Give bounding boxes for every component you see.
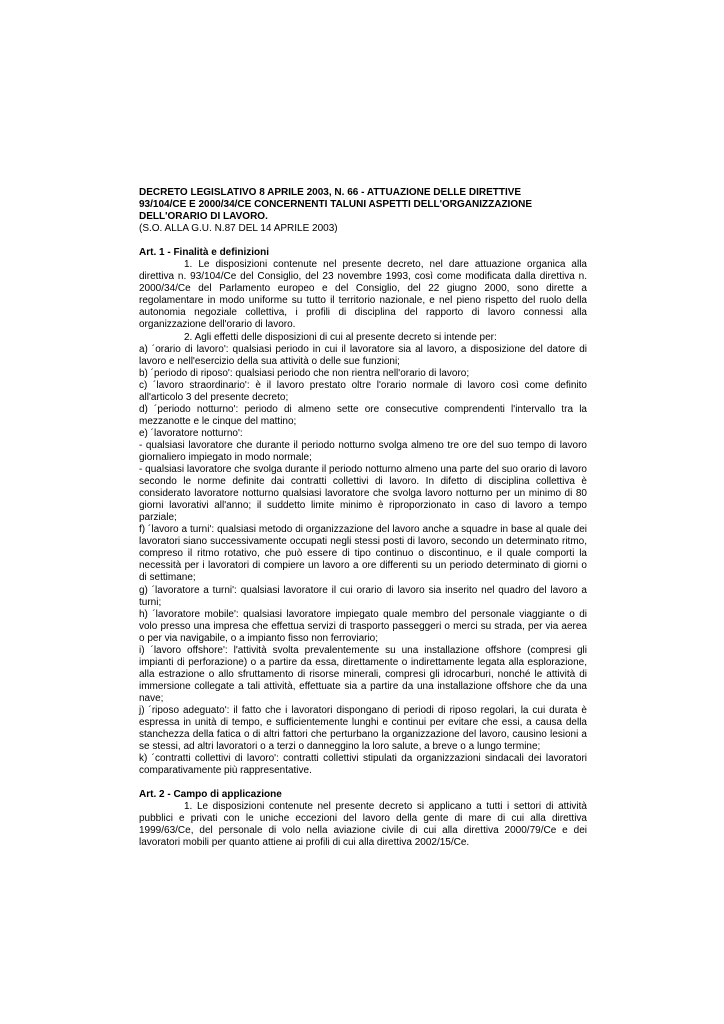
gazette-reference: (S.O. ALLA G.U. N.87 DEL 14 APRILE 2003) [139,223,338,235]
article-1-paragraph-2: 2. Agli effetti delle disposizioni di cui al presente decreto si intende per: [184,331,497,343]
title-line: DECRETO LEGISLATIVO 8 APRILE 2003, N. 66 - ATTUAZIONE DELLE DIRETTIVE [139,187,522,198]
document-page [139,187,587,849]
definition-e: e) ´lavoratore notturno': [139,427,243,439]
definition-e-item-1: - qualsiasi lavoratore che durante il periodo notturno svolga almeno tre ore del suo tempo di lavoro giornaliero impiegato in modo normale; [139,439,587,463]
definition-b: b) ´periodo di riposo': qualsiasi periodo che non rientra nell'orario di lavoro; [139,367,470,379]
article-2-heading: Art. 2 - Campo di applicazione [139,789,282,801]
definition-f: f) ´lavoro a turni': qualsiasi metodo di organizzazione del lavoro anche a squadre in base al quale dei lavoratori siano successivamente occupati negli stessi posti di lavoro, secondo un determinato ritmo, compreso il ritmo rotativo, che può essere di tipo continuo o discontinuo, e il quale comporti la necessità per i lavoratori di compiere un lavoro a ore differenti su un periodo determinato di giorni o di settimane; [139,524,587,584]
article-1-heading: Art. 1 - Finalità e definizioni [139,247,270,259]
title-line: 93/104/CE E 2000/34/CE CONCERNENTI TALUNI ASPETTI DELL'ORGANIZZAZIONE [139,199,533,211]
definition-a: a) ´orario di lavoro': qualsiasi periodo in cui il lavoratore sia al lavoro, a disposizione del datore di lavoro e nell'esercizio della sua attività o delle sue funzioni; [139,343,587,367]
definition-i: i) ´lavoro offshore': l'attività svolta prevalentemente su una installazione offshore (compresi gli impianti di perforazione) o a partire da essa, direttamente o indirettamente legata alla esplorazione, alla estrazione o allo sfruttamento di risorse minerali, compresi gli idrocarburi, nonché le attività di immersione collegate a tali attività, effettuate sia a partire da una installazione offshore che da una nave; [139,644,587,704]
definition-h: h) ´lavoratore mobile': qualsiasi lavoratore impiegato quale membro del personale viaggiante o di volo presso una impresa che effettua servizi di trasporto passeggeri o merci su strada, per via aerea o per via navigabile, o a impianto fisso non ferroviario; [139,608,587,644]
definition-d: d) ´periodo notturno': periodo di almeno sette ore consecutive comprendenti l'intervallo tra la mezzanotte e le cinque del mattino; [139,403,587,427]
title-line: DELL'ORARIO DI LAVORO. [139,211,268,223]
definition-e-item-2: - qualsiasi lavoratore che svolga durante il periodo notturno almeno una parte del suo orario di lavoro secondo le norme definite dai contratti collettivi di lavoro. In difetto di disciplina collettiva è considerato lavoratore notturno qualsiasi lavoratore che svolga lavoro notturno per un minimo di 80 giorni lavorativi all'anno; il suddetto limite minimo è riproporzionato in caso di lavoro a tempo parziale; [139,464,587,524]
article-1-paragraph-1: 1. Le disposizioni contenute nel presente decreto, nel dare attuazione organica alla direttiva n. 93/104/Ce del Consiglio, del 23 novembre 1993, così come modificata dalla direttiva n. 2000/34/Ce del Parlamento europeo e del Consiglio, del 22 giugno 2000, sono dirette a regolamentare in modo uniforme su tutto il territorio nazionale, e nel pieno rispetto del ruolo della autonomia negoziale collettiva, i profili di disciplina del rapporto di lavoro connessi alla organizzazione dell'orario di lavoro. [139,259,587,331]
definition-g: g) ´lavoratore a turni': qualsiasi lavoratore il cui orario di lavoro sia inserito nel quadro del lavoro a turni; [139,584,587,608]
decree-title [139,187,587,223]
definition-k: k) ´contratti collettivi di lavoro': contratti collettivi stipulati da organizzazioni sindacali dei lavoratori comparativamente più rappresentative. [139,753,587,777]
article-2-paragraph-1: 1. Le disposizioni contenute nel presente decreto si applicano a tutti i settori di attività pubblici e privati con le uniche eccezioni del lavoro della gente di mare di cui alla direttiva 1999/63/Ce, del personale di volo nella aviazione civile di cui alla direttiva 2000/79/Ce e dei lavoratori mobili per quanto attiene ai profili di cui alla direttiva 2002/15/Ce. [139,801,587,849]
definition-c: c) ´lavoro straordinario': è il lavoro prestato oltre l'orario normale di lavoro così come definito all'articolo 3 del presente decreto; [139,379,587,403]
definition-j: j) ´riposo adeguato': il fatto che i lavoratori dispongano di periodi di riposo regolari, la cui durata è espressa in unità di tempo, e sufficientemente lunghi e continui per evitare che essi, a causa della stanchezza della fatica o di altri fattori che perturbano la organizzazione del lavoro, causino lesioni a se stessi, ad altri lavoratori o a terzi o danneggino la loro salute, a breve o a lungo termine; [139,704,587,753]
